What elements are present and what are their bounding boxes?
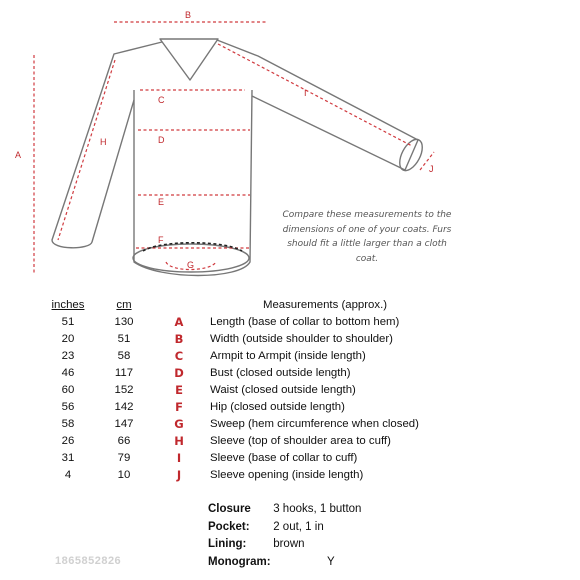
closure-value: 3 hooks, 1 button <box>273 503 362 515</box>
cell-cm: 142 <box>114 401 134 413</box>
cell-description: Length (base of collar to bottom hem) <box>210 316 400 328</box>
cell-cm: 79 <box>117 452 131 464</box>
cell-inches: 51 <box>61 316 75 328</box>
cell-cm: 10 <box>117 469 131 481</box>
label-e: E <box>158 197 165 207</box>
cell-letter: B <box>174 332 184 346</box>
label-c: C <box>158 95 165 105</box>
label-i: I <box>304 88 307 98</box>
cell-description: Sweep (hem circumference when closed) <box>210 418 419 430</box>
lining-label: Lining: <box>208 538 247 550</box>
monogram-label: Monogram: <box>208 555 271 568</box>
table-header-row <box>40 297 440 314</box>
cell-inches: 20 <box>61 333 75 345</box>
cell-letter: I <box>176 451 182 465</box>
header-inches: inches <box>51 299 85 311</box>
label-d: D <box>158 135 165 145</box>
cell-cm: 117 <box>114 367 134 379</box>
lining-value: brown <box>273 538 305 550</box>
table-row <box>40 314 440 331</box>
cell-inches: 31 <box>61 452 75 464</box>
header-cm: cm <box>116 299 132 311</box>
cell-description: Hip (closed outside length) <box>210 401 345 413</box>
monogram-row <box>208 554 361 572</box>
cell-letter: J <box>176 468 182 482</box>
cell-inches: 4 <box>64 469 72 481</box>
table-row <box>40 331 440 348</box>
cell-description: Width (outside shoulder to shoulder) <box>210 333 393 345</box>
cell-inches: 26 <box>61 435 75 447</box>
cell-letter: C <box>174 349 184 363</box>
pocket-label: Pocket: <box>208 520 250 533</box>
cell-inches: 60 <box>61 384 75 396</box>
header-measurements: Measurements (approx.) <box>262 299 388 311</box>
table-row <box>40 348 440 365</box>
cell-description: Sleeve (base of collar to cuff) <box>210 452 358 464</box>
monogram-value: Y <box>327 555 335 568</box>
cell-letter: F <box>175 400 183 414</box>
fit-note: Compare these measurements to the dimensions of one of your coats. Furs should fit a little larger than a cloth coat. <box>282 210 452 264</box>
cell-description: Waist (closed outside length) <box>210 384 356 396</box>
header-letter <box>152 297 206 314</box>
cell-letter: G <box>174 417 184 431</box>
table-row <box>40 433 440 450</box>
coat-details <box>208 501 361 571</box>
cell-description: Sleeve opening (inside length) <box>210 469 364 481</box>
label-h: H <box>100 137 107 147</box>
cell-cm: 130 <box>114 316 134 328</box>
line-h <box>58 60 115 240</box>
label-g: G <box>187 260 195 270</box>
cell-cm: 66 <box>117 435 131 447</box>
cell-letter: E <box>175 383 183 397</box>
cell-inches: 56 <box>61 401 75 413</box>
pocket-row <box>208 519 361 537</box>
closure-row <box>208 501 361 519</box>
table-row <box>40 467 440 484</box>
table-row <box>40 365 440 382</box>
label-f: F <box>158 235 164 245</box>
closure-label: Closure <box>208 503 251 515</box>
cell-inches: 58 <box>61 418 75 430</box>
label-j: J <box>429 164 434 174</box>
cell-description: Bust (closed outside length) <box>210 367 351 379</box>
measurements-table <box>40 297 440 484</box>
table-row <box>40 450 440 467</box>
cell-cm: 147 <box>114 418 134 430</box>
label-b: B <box>185 10 192 20</box>
cell-inches: 23 <box>61 350 75 362</box>
cell-letter: D <box>174 366 184 380</box>
measurements-body <box>40 314 440 484</box>
watermark: 1865852826 <box>55 555 122 567</box>
lining-row <box>208 536 361 554</box>
cell-description: Sleeve (top of shoulder area to cuff) <box>210 435 391 447</box>
cell-description: Armpit to Armpit (inside length) <box>210 350 366 362</box>
cell-letter: A <box>174 315 184 329</box>
label-a: A <box>15 150 22 160</box>
line-i <box>218 44 412 146</box>
cell-inches: 46 <box>61 367 75 379</box>
cell-cm: 58 <box>117 350 131 362</box>
table-row <box>40 416 440 433</box>
cell-cm: 152 <box>114 384 134 396</box>
pocket-value: 2 out, 1 in <box>273 520 324 533</box>
cell-letter: H <box>174 434 184 448</box>
table-row <box>40 382 440 399</box>
table-row <box>40 399 440 416</box>
cell-cm: 51 <box>117 333 131 345</box>
